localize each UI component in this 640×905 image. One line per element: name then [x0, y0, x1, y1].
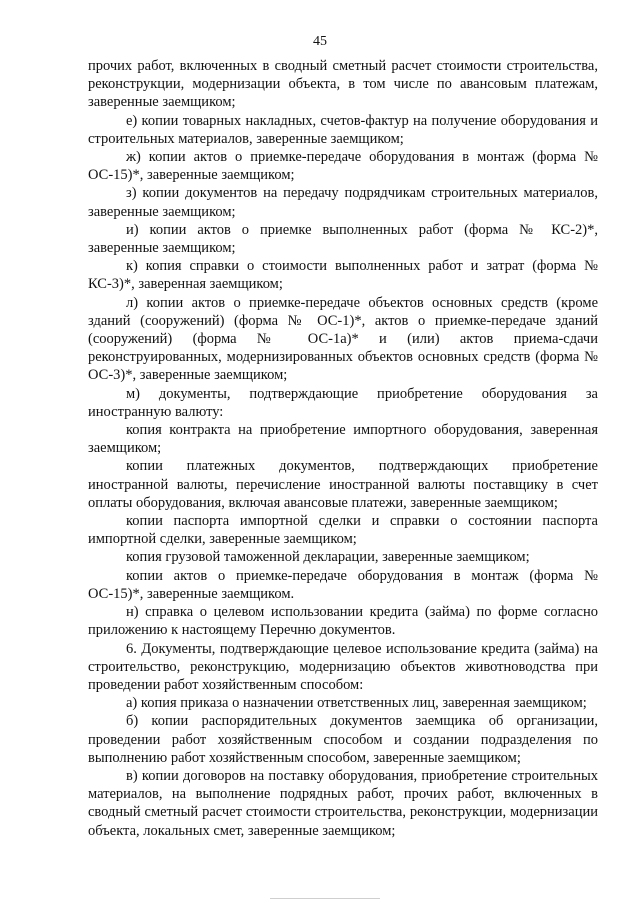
paragraph-sub-acts: копии актов о приемке-передаче оборудования в монтаж (форма № ОС-15)*, заверенные заемщиком.: [88, 567, 598, 602]
paragraph-sub-passport: копии паспорта импортной сделки и справки о состоянии паспорта импортной сделки, заверенные заемщиком;: [88, 513, 598, 548]
paragraph-item-z: з) копии документов на передачу подрядчикам строительных материалов, заверенные заемщиком;: [88, 185, 598, 220]
paragraph-item-i: и) копии актов о приемке выполненных работ (форма № КС-2)*, заверенные заемщиком;: [88, 221, 598, 257]
page-number: 45: [313, 34, 327, 49]
paragraph-item-v: в) копии договоров на поставку оборудования, приобретение строительных материалов, на выполнение подрядных работ, прочих работ, включенных в сводный сметный расчет стоимости строительства, реконструкции, модернизации объекта, локальных смет, заверенные заемщиком;: [88, 767, 598, 839]
paragraph-continuation: прочих работ, включенных в сводный сметный расчет стоимости строительства, реконструкции, модернизации объекта, в том числе по авансовым платежам, заверенные заемщиком;: [88, 58, 598, 111]
paragraph-item-m: м) документы, подтверждающие приобретение оборудования за иностранную валюту:: [88, 385, 598, 420]
paragraph-item-n: н) справка о целевом использовании кредита (займа) по форме согласно приложению к настоящему Перечню документов.: [88, 604, 598, 639]
paragraph-item-e: е) копии товарных накладных, счетов-фактур на получение оборудования и строительных материалов, заверенные заемщиком;: [88, 112, 598, 147]
paragraph-item-a: а) копия приказа о назначении ответственных лиц, заверенная заемщиком;: [126, 695, 587, 712]
scan-artifact-line: [270, 898, 380, 899]
paragraph-item-k: к) копия справки о стоимости выполненных работ и затрат (форма № КС-3)*, заверенная заемщиком;: [88, 258, 598, 293]
paragraph-sub-payments: копии платежных документов, подтверждающих приобретение иностранной валюты, перечисление иностранной валюты поставщику в счет оплаты оборудования, включая авансовые платежи, заверенные заемщиком;: [88, 458, 598, 511]
paragraph-sub-customs: копия грузовой таможенной декларации, заверенные заемщиком;: [126, 549, 530, 566]
paragraph-item-b: б) копии распорядительных документов заемщика об организации, проведении работ хозяйственным способом и создании подразделения по выполнению работ хозяйственным способом, заверенные заемщиком;: [88, 713, 598, 766]
paragraph-item-zh: ж) копии актов о приемке-передаче оборудования в монтаж (форма № ОС-15)*, заверенные заемщиком;: [88, 149, 598, 184]
paragraph-section-6: 6. Документы, подтверждающие целевое использование кредита (займа) на строительство, реконструкцию, модернизацию объектов животноводства при проведении работ хозяйственным способом:: [88, 640, 598, 693]
paragraph-item-l: л) копии актов о приемке-передаче объектов основных средств (кроме зданий (сооружений) (форма № ОС-1)*, актов о приемке-передаче зданий (сооружений) (форма № ОС-1а)* и (или) актов приема-сдачи реконструированных, модернизированных объектов основных средств (форма № ОС-3)*, заверенные заемщиком;: [88, 294, 598, 384]
paragraph-sub-contract: копия контракта на приобретение импортного оборудования, заверенная заемщиком;: [88, 422, 598, 457]
document-body: [88, 57, 598, 840]
